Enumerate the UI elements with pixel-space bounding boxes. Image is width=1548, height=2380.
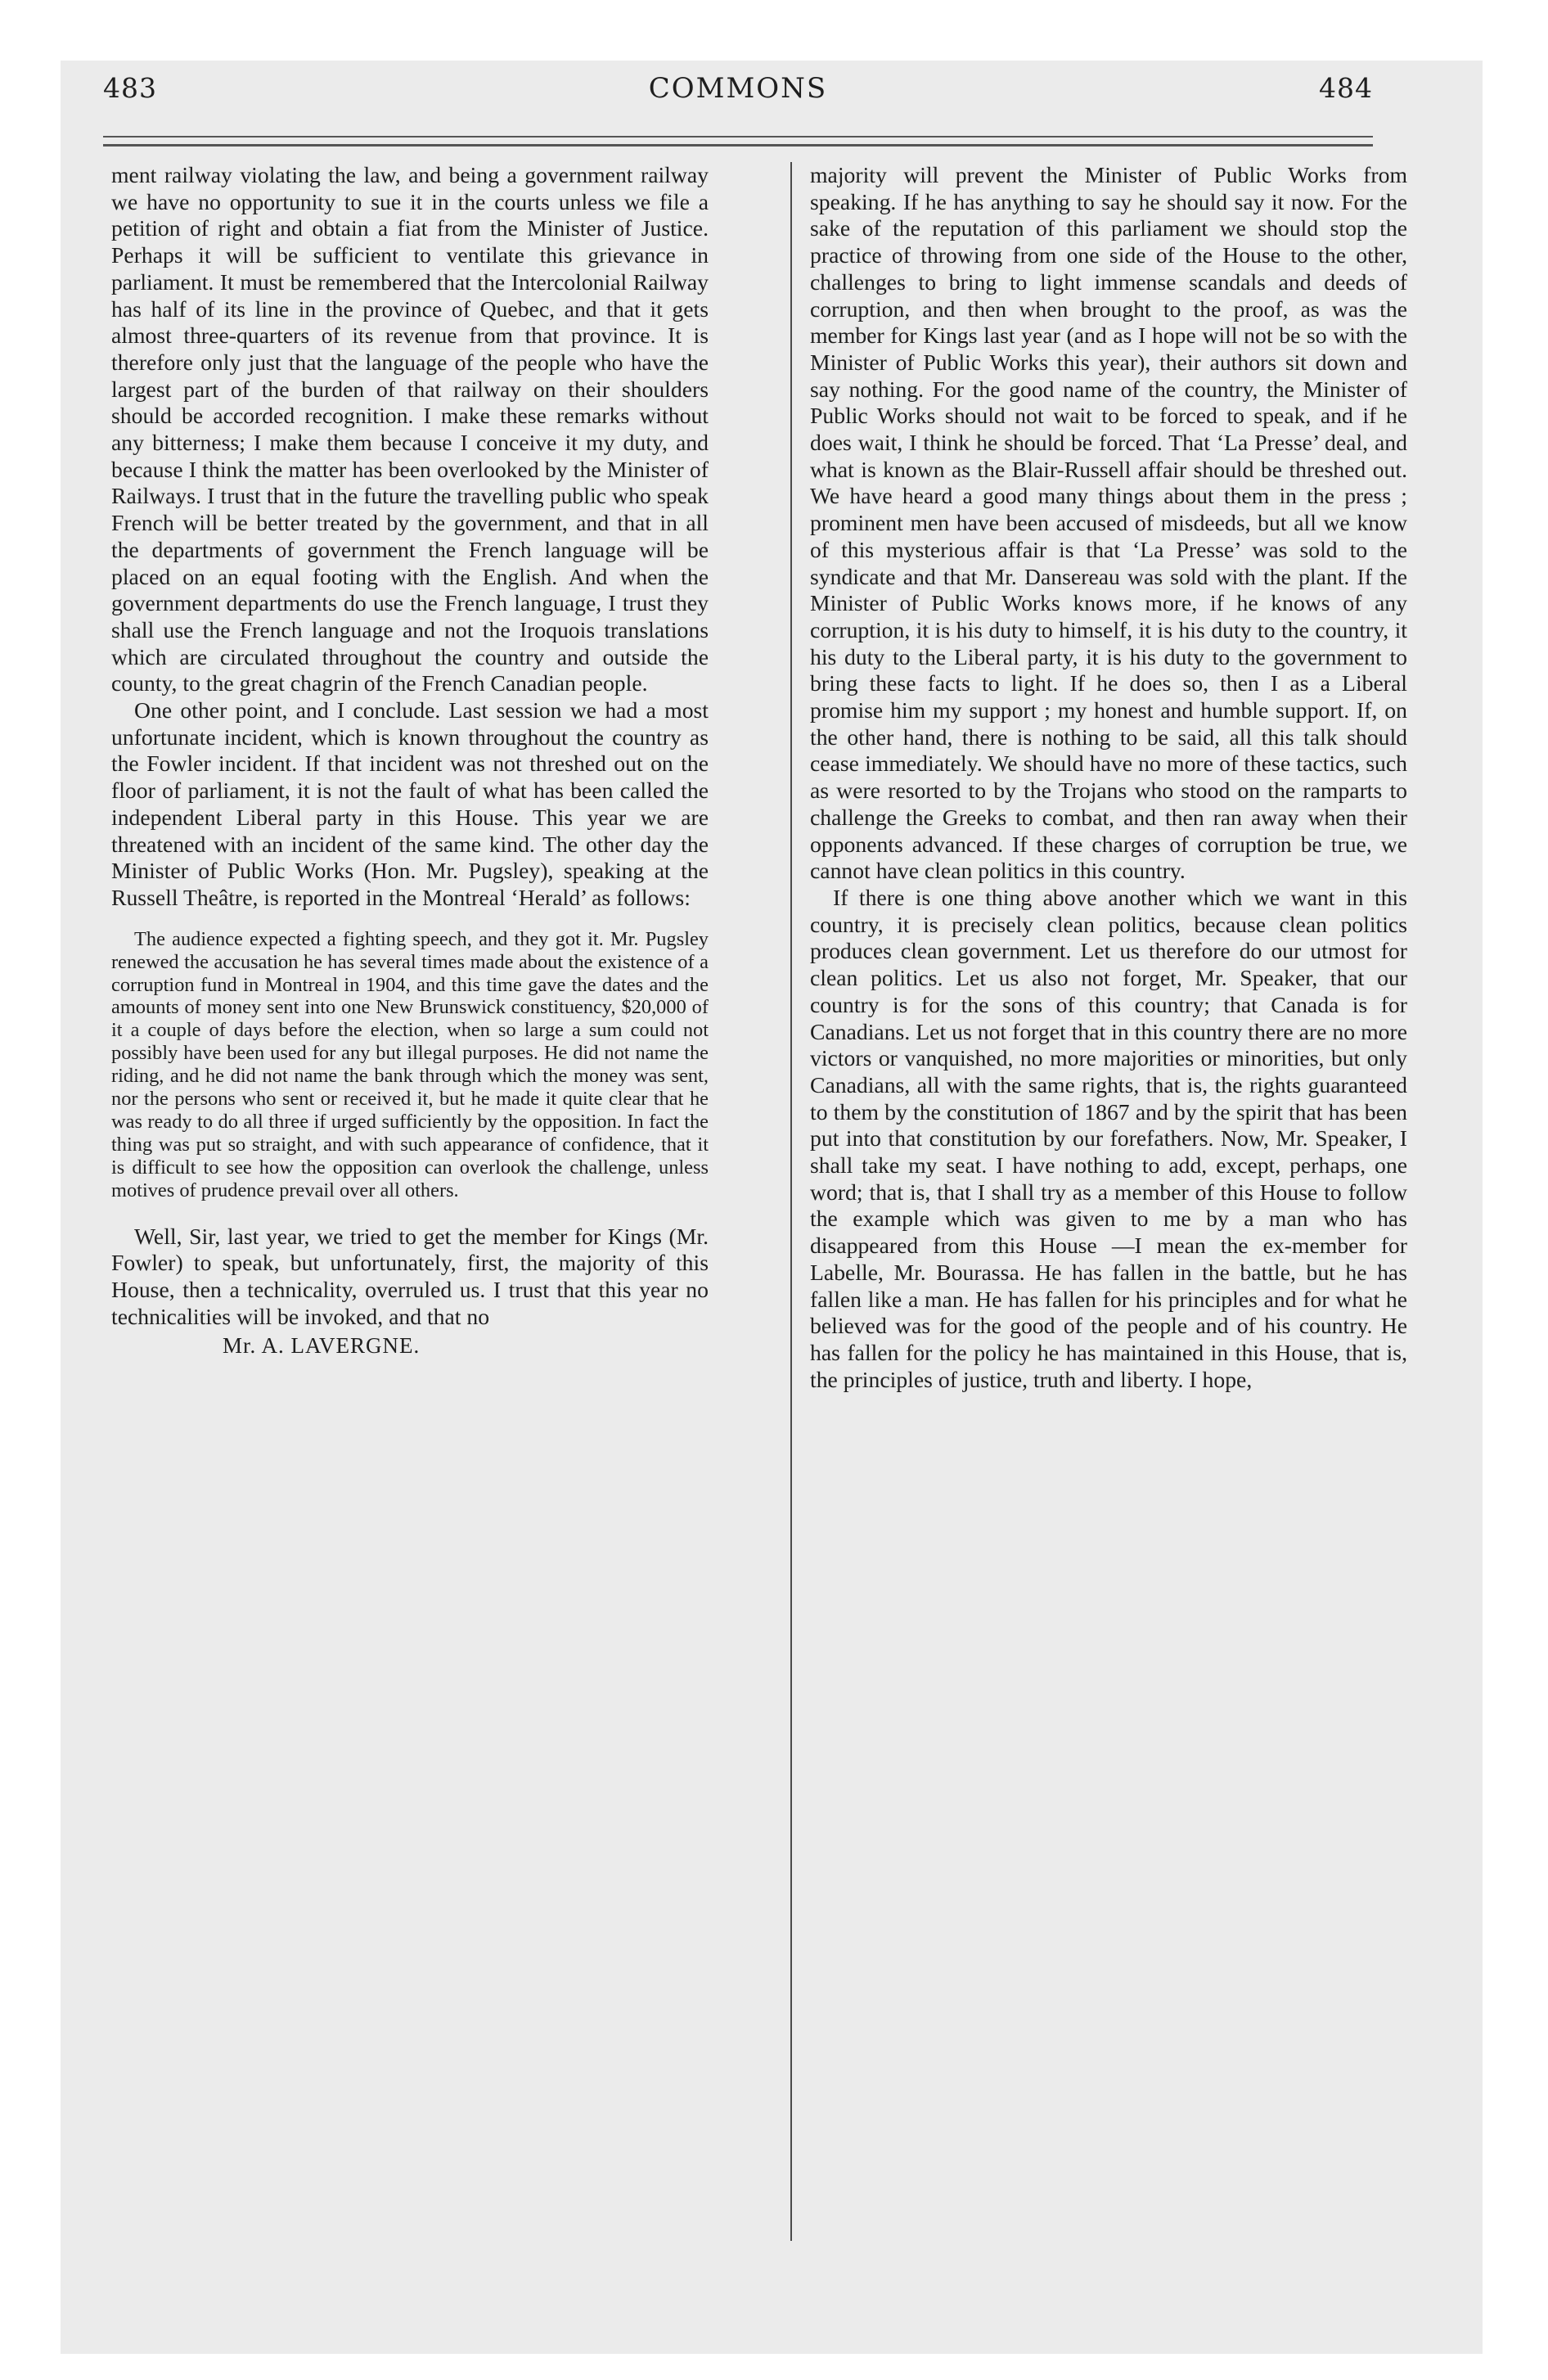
page-header: [103, 72, 1373, 121]
left-column: [111, 162, 709, 1359]
header-rule-top: [103, 136, 1373, 137]
page-title: COMMONS: [648, 72, 828, 105]
column-divider: [790, 162, 792, 2241]
newspaper-quote: The audience expected a fighting speech, and they got it. Mr. Pugsley renewed the accusation he has several times made about the existence of a corruption fund in Montreal in 1904, and this time gave the dates and the amounts of money sent into one New Brunswick constituency, $20,000 of it a couple of days before the election, when so large a sum could not possibly have been used for any but illegal purposes. He did not name the riding, and he did not name the bank through which the money was sent, nor the persons who sent or received it, but he made it quite clear that he was ready to do all three if urged sufficiently by the opposition. In fact the thing was put so straight, and with such appearance of confidence, that it is difficult to see how the opposition can overlook the challenge, unless motives of prudence prevail over all others.: [111, 927, 709, 1201]
right-paragraph-1: majority will prevent the Minister of Public Works from speaking. If he has anything to say he should say it now. For the sake of the reputation of this parliament we should stop the practice of throwing from one side of the House to the other, challenges to bring to light immense scandals and deeds of corruption, and then when brought to the proof, as was the member for Kings last year (and as I hope will not be so with the Minister of Public Works this year), their authors sit down and say nothing. For the good name of the country, the Minister of Public Works should not wait to be forced to speak, and if he does wait, I think he should be forced. That ‘La Presse’ deal, and what is known as the Blair-Russell affair should be threshed out. We have heard a good many things about them in the press ; prominent men have been accused of misdeeds, but all we know of this mysterious affair is that ‘La Presse’ was sold to the syndicate and that Mr. Dansereau was sold with the plant. If the Minister of Public Works knows more, if he knows of any corruption, it is his duty to himself, it is his duty to the country, it his duty to the Liberal party, it is his duty to the government to bring these facts to light. If he does so, then I as a Liberal promise him my support ; my honest and humble support. If, on the other hand, there is nothing to be said, all this talk should cease immediately. We should have no more of these tactics, such as were resorted to by the Trojans who stood on the ramparts to challenge the Greeks to combat, and then ran away when their opponents advanced. If these charges of corruption be true, we cannot have clean politics in this country.: [810, 162, 1407, 884]
right-column: [810, 162, 1407, 1393]
left-paragraph-3: Well, Sir, last year, we tried to get the member for Kings (Mr. Fowler) to speak, but unfortunately, first, the majority of this House, then a technicality, overruled us. I trust that this year no technicalities will be invoked, and that no: [111, 1223, 709, 1329]
left-paragraph-1: ment railway violating the law, and being a government railway we have no opportunity to sue it in the courts unless we file a petition of right and obtain a fiat from the Minister of Justice. Perhaps it will be sufficient to ventilate this grievance in parliament. It must be remembered that the Intercolonial Railway has half of its line in the province of Quebec, and that it gets almost three-quarters of its revenue from that province. It is therefore only just that the language of the people who have the largest part of the burden of that railway on their shoulders should be accorded recognition. I make these remarks without any bitterness; I make them because I conceive it my duty, and because I think the matter has been overlooked by the Minister of Railways. I trust that in the future the travelling public who speak French will be better treated by the government, and that in all the departments of government the French language will be placed on an equal footing with the English. And when the government departments do use the French language, I trust they shall use the French language and not the Iroquois translations which are circulated throughout the country and outside the county, to the great chagrin of the French Canadian people.: [111, 162, 709, 696]
page-number-right: 484: [1319, 72, 1373, 104]
header-rule-bottom: [103, 144, 1373, 146]
speaker-name: Mr. A. LAVERGNE.: [223, 1333, 421, 1359]
right-paragraph-2: If there is one thing above another which we want in this country, it is precisely clean politics, because clean politics produces clean government. Let us therefore do our utmost for clean politics. Let us also not forget, Mr. Speaker, that our country is for the sons of this country; that Canada is for Canadians. Let us not forget that in this country there are no more victors or vanquished, no more majorities or minorities, but only Canadians, all with the same rights, that is, the rights guaranteed to them by the constitution of 1867 and by the spirit that has been put into that constitution by our forefathers. Now, Mr. Speaker, I shall take my seat. I have nothing to add, except, perhaps, one word; that is, that I shall try as a member of this House to follow the example which was given to me by a man who has disappeared from this House —I mean the ex-member for Labelle, Mr. Bourassa. He has fallen in the battle, but he has fallen like a man. He has fallen for his principles and for what he believed was for the good of the people and of his country. He has fallen for the policy he has maintained in this House, that is, the principles of justice, truth and liberty. I hope,: [810, 884, 1407, 1392]
page-number-left: 483: [103, 72, 157, 104]
left-paragraph-2: One other point, and I conclude. Last session we had a most unfortunate incident, which is known throughout the country as the Fowler incident. If that incident was not threshed out on the floor of parliament, it is not the fault of what has been called the independent Liberal party in this House. This year we are threatened with an incident of the same kind. The other day the Minister of Public Works (Hon. Mr. Pugsley), speaking at the Russell Theâtre, is reported in the Montreal ‘Herald’ as follows:: [111, 697, 709, 910]
